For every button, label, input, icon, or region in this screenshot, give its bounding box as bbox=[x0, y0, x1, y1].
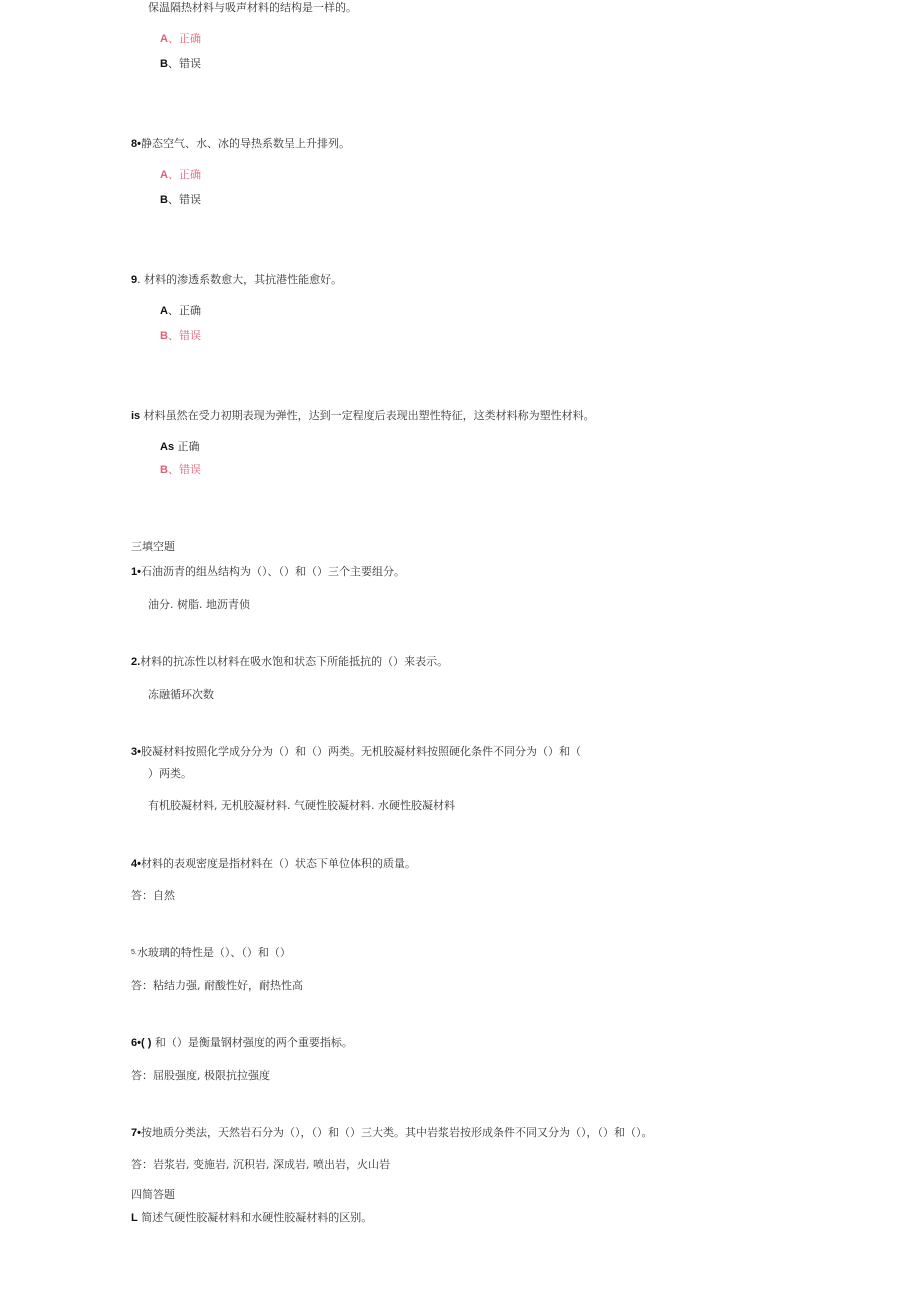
question-text: 水玻璃的特性是（）、（）和（） bbox=[136, 946, 291, 959]
fill-question-4 bbox=[131, 857, 416, 871]
question-number: 2. bbox=[131, 656, 141, 668]
question-text: 石油沥青的组丛结构为（）、（）和（）三个主要组分。 bbox=[140, 565, 405, 578]
question-number: 7• bbox=[131, 1127, 141, 1139]
question-number: 5. bbox=[131, 949, 137, 956]
fill-question-1 bbox=[131, 565, 405, 579]
fill-answer-4: 答：自然 bbox=[131, 889, 175, 902]
question-text: 按地质分类法，天然岩石分为（），（）和（）三大类。其中岩浆岩按形成条件不同又分为（），（）和（）。 bbox=[140, 1126, 653, 1139]
question-number: 1• bbox=[131, 566, 141, 578]
question-number: 4• bbox=[131, 858, 141, 870]
question-number: 9 bbox=[131, 274, 138, 286]
question-number: L bbox=[131, 1212, 138, 1224]
question-number: 3• bbox=[131, 746, 141, 758]
fill-question-5 bbox=[131, 946, 291, 960]
question-text: 材料虽然在受力初期表现为弹性，达到一定程度后表现出塑性特征，这类材料称为塑性材料。 bbox=[140, 409, 595, 422]
fill-question-6 bbox=[131, 1036, 353, 1050]
fill-answer-1: 油分. 树脂. 地沥青侦 bbox=[148, 598, 250, 611]
question-text: 材料的抗冻性以材料在吸水饱和状态下所能抵抗的（）来表示。 bbox=[140, 655, 449, 668]
question-9 bbox=[131, 273, 342, 287]
question-text: 胶凝材料按照化学成分分为（）和（）两类。无机胶凝材料按照硬化条件不同分为（）和（ bbox=[140, 745, 581, 758]
question-text: 材料的表观密度是指材料在（）状态下单位体积的质量。 bbox=[140, 857, 416, 870]
fill-answer-5: 答：粘结力强, 耐酸性好，耐热性高 bbox=[131, 979, 303, 992]
question-10 bbox=[131, 409, 595, 423]
question-9-option-a: A、正确 bbox=[160, 304, 201, 317]
question-number: is bbox=[131, 410, 141, 422]
fill-answer-7: 答：岩浆岩, 变施岩, 沉积岩, 深成岩, 喷出岩，火山岩 bbox=[131, 1158, 390, 1171]
question-10-option-a: As 正确 bbox=[160, 440, 200, 453]
question-text: 和（）是衡量钢材强度的两个重要指标。 bbox=[151, 1036, 353, 1049]
question-text: 简述气硬性胶凝材料和水硬性胶凝材料的区别。 bbox=[137, 1211, 373, 1224]
question-text: 静态空气、水、冰的导热系数呈上升排列。 bbox=[140, 137, 350, 150]
question-7-option-b: B、错误 bbox=[160, 57, 201, 70]
fill-question-3-continued: ）两类。 bbox=[148, 767, 192, 780]
short-answer-question-1 bbox=[131, 1211, 372, 1225]
question-10-option-b: B、错误 bbox=[160, 463, 201, 476]
fill-question-7 bbox=[131, 1126, 652, 1140]
question-8-option-a: A、正确 bbox=[160, 168, 201, 181]
question-8-option-b: B、错误 bbox=[160, 193, 201, 206]
question-7-option-a: A、正确 bbox=[160, 32, 201, 45]
question-number: 8• bbox=[131, 138, 141, 150]
blank-paren: ( ) bbox=[140, 1037, 152, 1049]
fill-question-3 bbox=[131, 745, 581, 759]
fill-answer-3: 有机胶凝材料, 无机胶凝材料. 气硬性胶凝材料. 水硬性胶凝材料 bbox=[148, 799, 455, 812]
fill-answer-6: 答：屈股强度, 极限抗拉强度 bbox=[131, 1069, 270, 1082]
section-4-heading: 四简答题 bbox=[131, 1188, 175, 1201]
question-text: . 材料的渗透系数愈大，其抗港性能愈好。 bbox=[137, 273, 343, 286]
question-number: 6• bbox=[131, 1037, 141, 1049]
question-7-text: 保温隔热材料与吸声材料的结构是一样的。 bbox=[148, 1, 357, 14]
question-9-option-b: B、错误 bbox=[160, 329, 201, 342]
section-3-heading: 三填空题 bbox=[131, 540, 175, 553]
question-8 bbox=[131, 137, 350, 151]
fill-question-2 bbox=[131, 655, 448, 669]
fill-answer-2: 冻融循环次数 bbox=[148, 688, 214, 701]
